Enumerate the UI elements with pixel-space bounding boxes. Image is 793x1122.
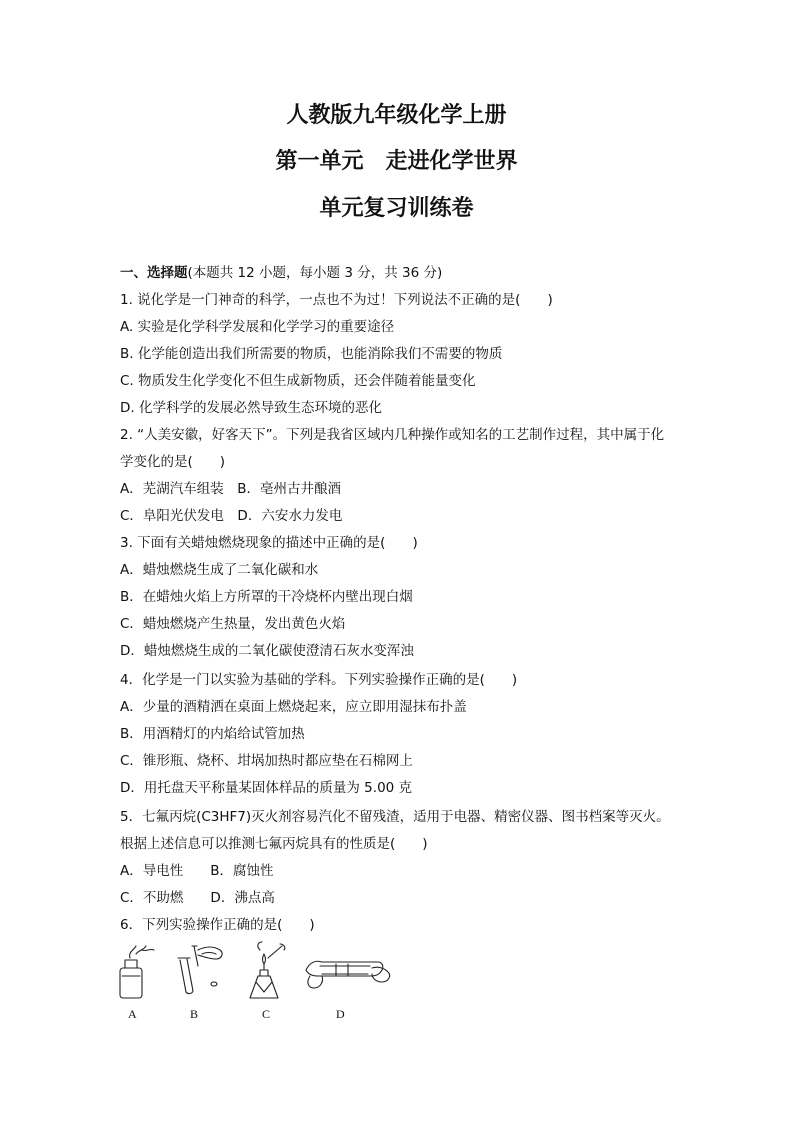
q1-option-c: C. 物质发生化学变化不但生成新物质，还会伴随着能量变化 (120, 373, 476, 389)
q3-option-b: B．在蜡烛火焰上方所罩的干冷烧杯内壁出现白烟 (120, 589, 413, 605)
q4-option-b: B．用酒精灯的内焰给试管加热 (120, 726, 305, 742)
q5-stem-line2: 根据上述信息可以推测七氟丙烷具有的性质是( ) (120, 836, 428, 852)
q6-stem: 6．下列实验操作正确的是( ) (120, 917, 315, 933)
q1-option-b: B. 化学能创造出我们所需要的物质，也能消除我们不需要的物质 (120, 346, 503, 362)
q2-options-ab: A．芜湖汽车组装 B．亳州古井酿酒 (120, 481, 341, 497)
figure-label-a: A (128, 1007, 137, 1021)
q3-stem: 3. 下面有关蜡烛燃烧现象的描述中正确的是( ) (120, 535, 418, 551)
q3-option-a: A．蜡烛燃烧生成了二氧化碳和水 (120, 562, 319, 578)
figure-label-c: C (262, 1007, 271, 1021)
q2-stem-line1: 2. “人美安徽，好客天下”。下列是我省区域内几种操作或知名的工艺制作过程，其中属于化 (120, 427, 665, 443)
q3-option-d: D．蜡烛燃烧生成的二氧化碳使澄清石灰水变浑浊 (120, 643, 414, 659)
figure-label-b: B (190, 1007, 199, 1021)
lab-operations-illustration (110, 940, 410, 1005)
exam-title: 人教版九年级化学上册 (286, 102, 507, 128)
q5-options-cd: C．不助燃 D．沸点高 (120, 890, 275, 906)
figure-c-alcohol-lamp-icon (250, 942, 285, 998)
unit-title: 第一单元 走进化学世界 (275, 148, 518, 174)
q1-stem: 1. 说化学是一门神奇的科学，一点也不为过！下列说法不正确的是( ) (120, 292, 553, 308)
figure-label-d: D (336, 1007, 345, 1021)
exam-subtitle: 单元复习训练卷 (319, 195, 474, 221)
q4-option-d: D．用托盘天平称量某固体样品的质量为 5.00 克 (120, 780, 413, 796)
section-label: 一、选择题 (120, 265, 188, 281)
q2-options-cd: C．阜阳光伏发电 D．六安水力发电 (120, 508, 343, 524)
figure-a-bottle-icon (120, 946, 154, 998)
q5-stem-line1: 5．七氟丙烷(C3HF7)灭火剂容易汽化不留残渣，适用于电器、精密仪器、图书档案等灭火。 (120, 809, 670, 825)
section-note: (本题共 12 小题，每小题 3 分，共 36 分) (187, 265, 443, 281)
section-heading (120, 261, 442, 281)
figure-d-test-tube-holder-icon (306, 961, 390, 988)
q2-stem-line2: 学变化的是( ) (120, 454, 226, 470)
q6-figures (110, 940, 410, 1025)
figure-b-test-tube-icon (178, 946, 222, 994)
q4-option-c: C．锥形瓶、烧杯、坩埚加热时都应垫在石棉网上 (120, 753, 413, 769)
q1-option-d: D. 化学科学的发展必然导致生态环境的恶化 (120, 400, 382, 416)
q4-option-a: A．少量的酒精洒在桌面上燃烧起来，应立即用湿抹布扑盖 (120, 699, 467, 715)
q1-option-a: A. 实验是化学科学发展和化学学习的重要途径 (120, 319, 395, 335)
q3-option-c: C．蜡烛燃烧产生热量，发出黄色火焰 (120, 616, 346, 632)
q4-stem: 4．化学是一门以实验为基础的学科。下列实验操作正确的是( ) (120, 672, 518, 688)
q5-options-ab: A．导电性 B．腐蚀性 (120, 863, 274, 879)
